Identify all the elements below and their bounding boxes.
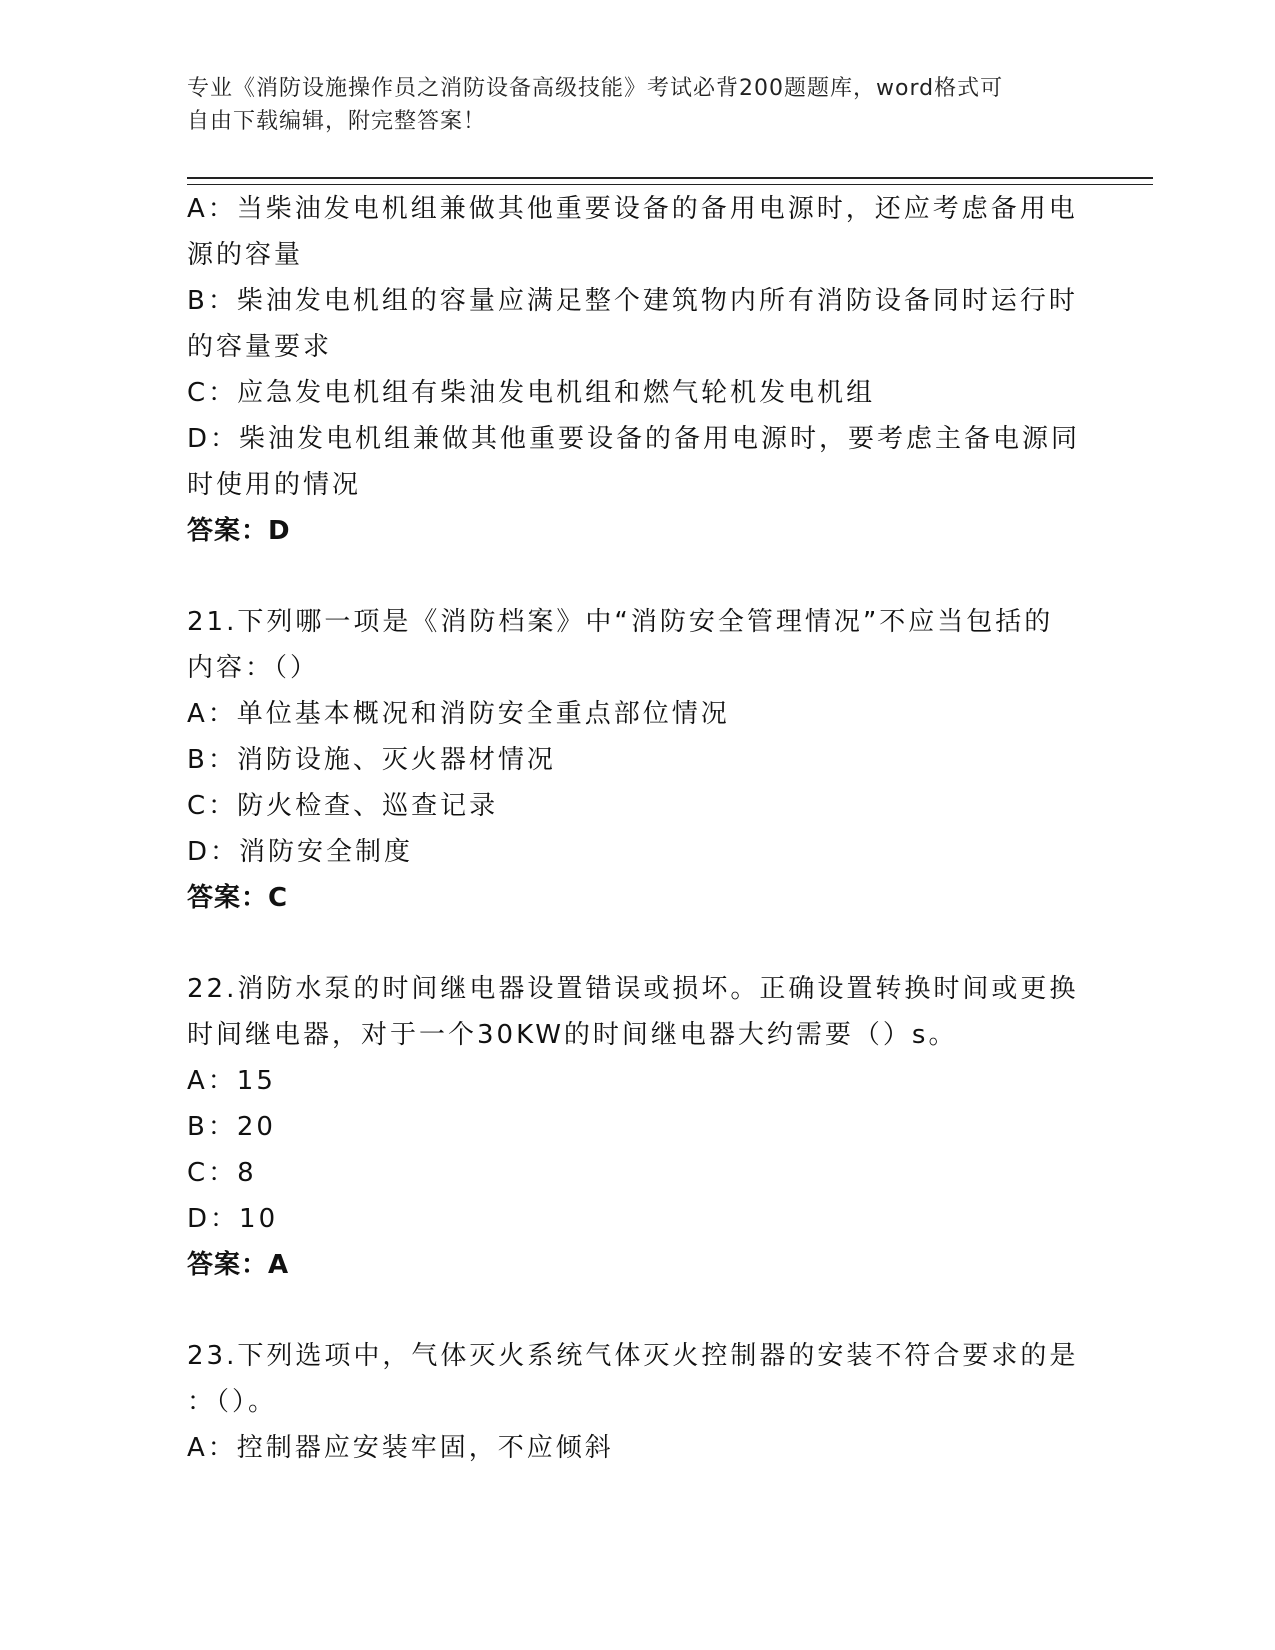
answer-label: 答案：D bbox=[187, 516, 291, 546]
option-b-line-cont: 的容量要求 bbox=[187, 332, 333, 362]
option-a-line: A：单位基本概况和消防安全重点部位情况 bbox=[187, 699, 730, 729]
question-stem-cont: ：（）。 bbox=[187, 1387, 278, 1417]
page-header bbox=[187, 72, 1067, 138]
spacer bbox=[187, 1288, 1087, 1333]
option-d-line: D：10 bbox=[187, 1204, 279, 1234]
question-block-22 bbox=[187, 966, 1087, 1288]
option-a-line-cont: 源的容量 bbox=[187, 240, 304, 270]
question-stem: 23.下列选项中，气体灭火系统气体灭火控制器的安装不符合要求的是 bbox=[187, 1341, 1079, 1371]
question-stem-cont: 时间继电器，对于一个30KW的时间继电器大约需要（）s。 bbox=[187, 1020, 958, 1050]
header-divider bbox=[187, 177, 1153, 185]
option-d-line: D：柴油发电机组兼做其他重要设备的备用电源时，要考虑主备电源同 bbox=[187, 424, 1081, 454]
spacer bbox=[187, 554, 1087, 599]
option-c-line: C：应急发电机组有柴油发电机组和燃气轮机发电机组 bbox=[187, 378, 876, 408]
answer-label: 答案：C bbox=[187, 883, 289, 913]
option-b-line: B：柴油发电机组的容量应满足整个建筑物内所有消防设备同时运行时 bbox=[187, 286, 1078, 316]
document-body bbox=[187, 186, 1087, 1471]
question-block-20 bbox=[187, 186, 1087, 554]
option-c-line: C：8 bbox=[187, 1158, 257, 1188]
question-stem: 21.下列哪一项是《消防档案》中“消防安全管理情况”不应当包括的 bbox=[187, 607, 1054, 637]
header-line-1: 专业《消防设施操作员之消防设备高级技能》考试必背200题题库，word格式可 bbox=[187, 76, 1004, 101]
header-line-2: 自由下载编辑，附完整答案！ bbox=[187, 109, 487, 134]
question-block-21 bbox=[187, 599, 1087, 921]
option-b-line: B：20 bbox=[187, 1112, 276, 1142]
answer-label: 答案：A bbox=[187, 1250, 290, 1280]
option-b-line: B：消防设施、灭火器材情况 bbox=[187, 745, 556, 775]
spacer bbox=[187, 921, 1087, 966]
option-a-line: A：当柴油发电机组兼做其他重要设备的备用电源时，还应考虑备用电 bbox=[187, 194, 1078, 224]
question-stem: 22.消防水泵的时间继电器设置错误或损坏。正确设置转换时间或更换 bbox=[187, 974, 1079, 1004]
option-c-line: C：防火检查、巡查记录 bbox=[187, 791, 499, 821]
option-d-line: D：消防安全制度 bbox=[187, 837, 414, 867]
option-d-line-cont: 时使用的情况 bbox=[187, 470, 362, 500]
option-a-line: A：15 bbox=[187, 1066, 276, 1096]
question-block-23 bbox=[187, 1333, 1087, 1471]
option-a-line: A：控制器应安装牢固，不应倾斜 bbox=[187, 1433, 614, 1463]
question-stem-cont: 内容：（） bbox=[187, 653, 320, 683]
